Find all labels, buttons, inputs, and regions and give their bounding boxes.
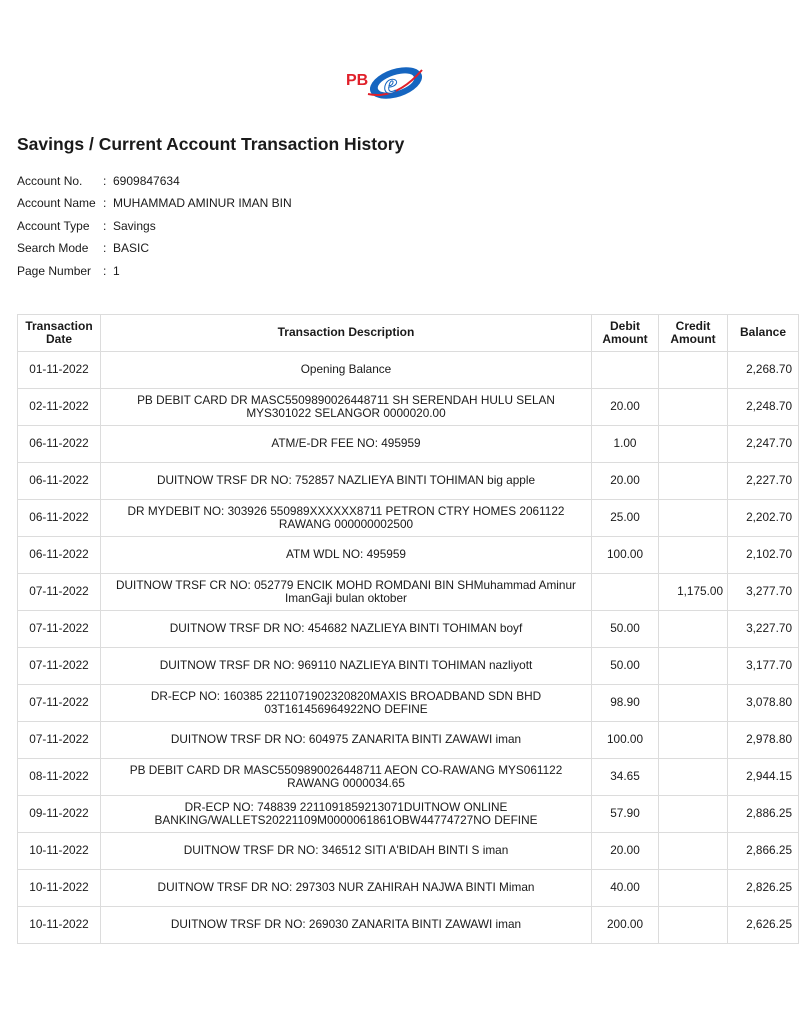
table-row: [18, 574, 799, 611]
info-label: Account Type: [17, 218, 90, 233]
cell-date: 10-11-2022: [18, 870, 101, 907]
cell-debit: 20.00: [592, 833, 659, 870]
cell-date: 07-11-2022: [18, 648, 101, 685]
cell-date: 10-11-2022: [18, 833, 101, 870]
account-name: MUHAMMAD AMINUR IMAN BIN: [113, 196, 292, 211]
cell-description: PB DEBIT CARD DR MASC5509890026448711 SH SERENDAH HULU SELAN MYS301022 SELANGOR 0000020.00: [101, 389, 592, 426]
cell-description: DUITNOW TRSF DR NO: 346512 SITI A'BIDAH BINTI S iman: [101, 833, 592, 870]
cell-credit: [659, 870, 728, 907]
cell-debit: 50.00: [592, 648, 659, 685]
cell-date: 06-11-2022: [18, 463, 101, 500]
table-row: [18, 537, 799, 574]
account-number: 6909847634: [113, 174, 180, 188]
table-row: [18, 648, 799, 685]
cell-balance: 2,866.25: [728, 833, 799, 870]
cell-description: DUITNOW TRSF DR NO: 297303 NUR ZAHIRAH NAJWA BINTI Miman: [101, 870, 592, 907]
info-row-search-mode: [17, 237, 292, 259]
cell-description: Opening Balance: [101, 352, 592, 389]
cell-description: DUITNOW TRSF CR NO: 052779 ENCIK MOHD ROMDANI BIN SHMuhammad Aminur ImanGaji bulan oktober: [101, 574, 592, 611]
table-row: [18, 870, 799, 907]
table-row: [18, 907, 799, 944]
page-number: 1: [113, 263, 120, 278]
table-row: [18, 796, 799, 833]
table-body: [18, 352, 799, 944]
cell-description: ATM/E-DR FEE NO: 495959: [101, 426, 592, 463]
cell-balance: 3,177.70: [728, 648, 799, 685]
cell-description: DR-ECP NO: 748839 2211091859213071DUITNOW ONLINE BANKING/WALLETS20221109M0000061861OBW44774727NO DEFINE: [101, 796, 592, 833]
table-row: [18, 352, 799, 389]
cell-debit: 98.90: [592, 685, 659, 722]
info-label: Account Name: [17, 196, 96, 211]
info-separator: :: [103, 174, 107, 188]
cell-balance: 2,227.70: [728, 463, 799, 500]
cell-credit: [659, 426, 728, 463]
info-label: Search Mode: [17, 241, 89, 256]
cell-balance: 3,078.80: [728, 685, 799, 722]
cell-debit: 20.00: [592, 389, 659, 426]
cell-debit: 1.00: [592, 426, 659, 463]
cell-balance: 2,202.70: [728, 500, 799, 537]
logo-e-text: e: [384, 67, 398, 100]
info-label: Account No.: [17, 174, 83, 188]
account-type: Savings: [113, 218, 156, 233]
cell-credit: [659, 463, 728, 500]
cell-date: 07-11-2022: [18, 574, 101, 611]
header-credit: Credit Amount: [659, 315, 728, 352]
cell-date: 01-11-2022: [18, 352, 101, 389]
cell-date: 07-11-2022: [18, 722, 101, 759]
cell-debit: 200.00: [592, 907, 659, 944]
cell-description: DR-ECP NO: 160385 2211071902320820MAXIS BROADBAND SDN BHD 03T161456964922NO DEFINE: [101, 685, 592, 722]
table-row: [18, 500, 799, 537]
logo-pb-text: PB: [346, 72, 369, 89]
cell-debit: 40.00: [592, 870, 659, 907]
table-header-row: [18, 315, 799, 352]
cell-date: 06-11-2022: [18, 500, 101, 537]
info-separator: :: [103, 263, 107, 278]
cell-date: 10-11-2022: [18, 907, 101, 944]
table-row: [18, 685, 799, 722]
transaction-table: [17, 314, 799, 944]
cell-balance: 3,277.70: [728, 574, 799, 611]
cell-credit: [659, 759, 728, 796]
header-balance: Balance: [728, 315, 799, 352]
cell-balance: 2,978.80: [728, 722, 799, 759]
info-row-account-name: [17, 192, 292, 214]
cell-balance: 2,247.70: [728, 426, 799, 463]
cell-date: 07-11-2022: [18, 685, 101, 722]
cell-credit: [659, 389, 728, 426]
cell-date: 02-11-2022: [18, 389, 101, 426]
cell-description: PB DEBIT CARD DR MASC5509890026448711 AEON CO-RAWANG MYS061122 RAWANG 0000034.65: [101, 759, 592, 796]
cell-description: DUITNOW TRSF DR NO: 969110 NAZLIEYA BINTI TOHIMAN nazliyott: [101, 648, 592, 685]
cell-debit: [592, 352, 659, 389]
table-row: [18, 759, 799, 796]
table-row: [18, 611, 799, 648]
page-title: Savings / Current Account Transaction History: [17, 134, 405, 154]
cell-description: ATM WDL NO: 495959: [101, 537, 592, 574]
table-row: [18, 389, 799, 426]
info-separator: :: [103, 196, 107, 211]
header-debit: Debit Amount: [592, 315, 659, 352]
cell-credit: [659, 537, 728, 574]
cell-date: 08-11-2022: [18, 759, 101, 796]
cell-credit: [659, 796, 728, 833]
table-row: [18, 833, 799, 870]
cell-credit: [659, 611, 728, 648]
cell-balance: 2,268.70: [728, 352, 799, 389]
account-info: [17, 170, 292, 282]
cell-credit: 1,175.00: [659, 574, 728, 611]
cell-debit: [592, 574, 659, 611]
header-date: Transaction Date: [18, 315, 101, 352]
cell-credit: [659, 907, 728, 944]
cell-date: 06-11-2022: [18, 537, 101, 574]
cell-debit: 20.00: [592, 463, 659, 500]
cell-description: DUITNOW TRSF DR NO: 604975 ZANARITA BINTI ZAWAWI iman: [101, 722, 592, 759]
cell-balance: 2,826.25: [728, 870, 799, 907]
cell-balance: 2,626.25: [728, 907, 799, 944]
pbe-logo: [344, 64, 426, 102]
cell-debit: 50.00: [592, 611, 659, 648]
cell-credit: [659, 648, 728, 685]
cell-debit: 100.00: [592, 722, 659, 759]
cell-credit: [659, 352, 728, 389]
cell-credit: [659, 833, 728, 870]
cell-debit: 100.00: [592, 537, 659, 574]
info-row-account-type: [17, 215, 292, 237]
cell-description: DUITNOW TRSF DR NO: 269030 ZANARITA BINTI ZAWAWI iman: [101, 907, 592, 944]
cell-balance: 2,944.15: [728, 759, 799, 796]
cell-debit: 34.65: [592, 759, 659, 796]
header-description: Transaction Description: [101, 315, 592, 352]
info-separator: :: [103, 218, 107, 233]
cell-debit: 25.00: [592, 500, 659, 537]
cell-description: DUITNOW TRSF DR NO: 454682 NAZLIEYA BINTI TOHIMAN boyf: [101, 611, 592, 648]
info-row-account-no: [17, 170, 292, 192]
table-row: [18, 426, 799, 463]
cell-credit: [659, 685, 728, 722]
info-label: Page Number: [17, 263, 92, 278]
cell-credit: [659, 722, 728, 759]
cell-balance: 2,886.25: [728, 796, 799, 833]
table-row: [18, 722, 799, 759]
cell-date: 06-11-2022: [18, 426, 101, 463]
cell-description: DR MYDEBIT NO: 303926 550989XXXXXX8711 PETRON CTRY HOMES 2061122 RAWANG 000000002500: [101, 500, 592, 537]
table-row: [18, 463, 799, 500]
info-row-page-number: [17, 260, 292, 282]
cell-description: DUITNOW TRSF DR NO: 752857 NAZLIEYA BINTI TOHIMAN big apple: [101, 463, 592, 500]
search-mode: BASIC: [113, 241, 150, 256]
cell-balance: 3,227.70: [728, 611, 799, 648]
cell-date: 09-11-2022: [18, 796, 101, 833]
cell-balance: 2,248.70: [728, 389, 799, 426]
cell-balance: 2,102.70: [728, 537, 799, 574]
cell-credit: [659, 500, 728, 537]
cell-debit: 57.90: [592, 796, 659, 833]
info-separator: :: [103, 241, 107, 256]
cell-date: 07-11-2022: [18, 611, 101, 648]
